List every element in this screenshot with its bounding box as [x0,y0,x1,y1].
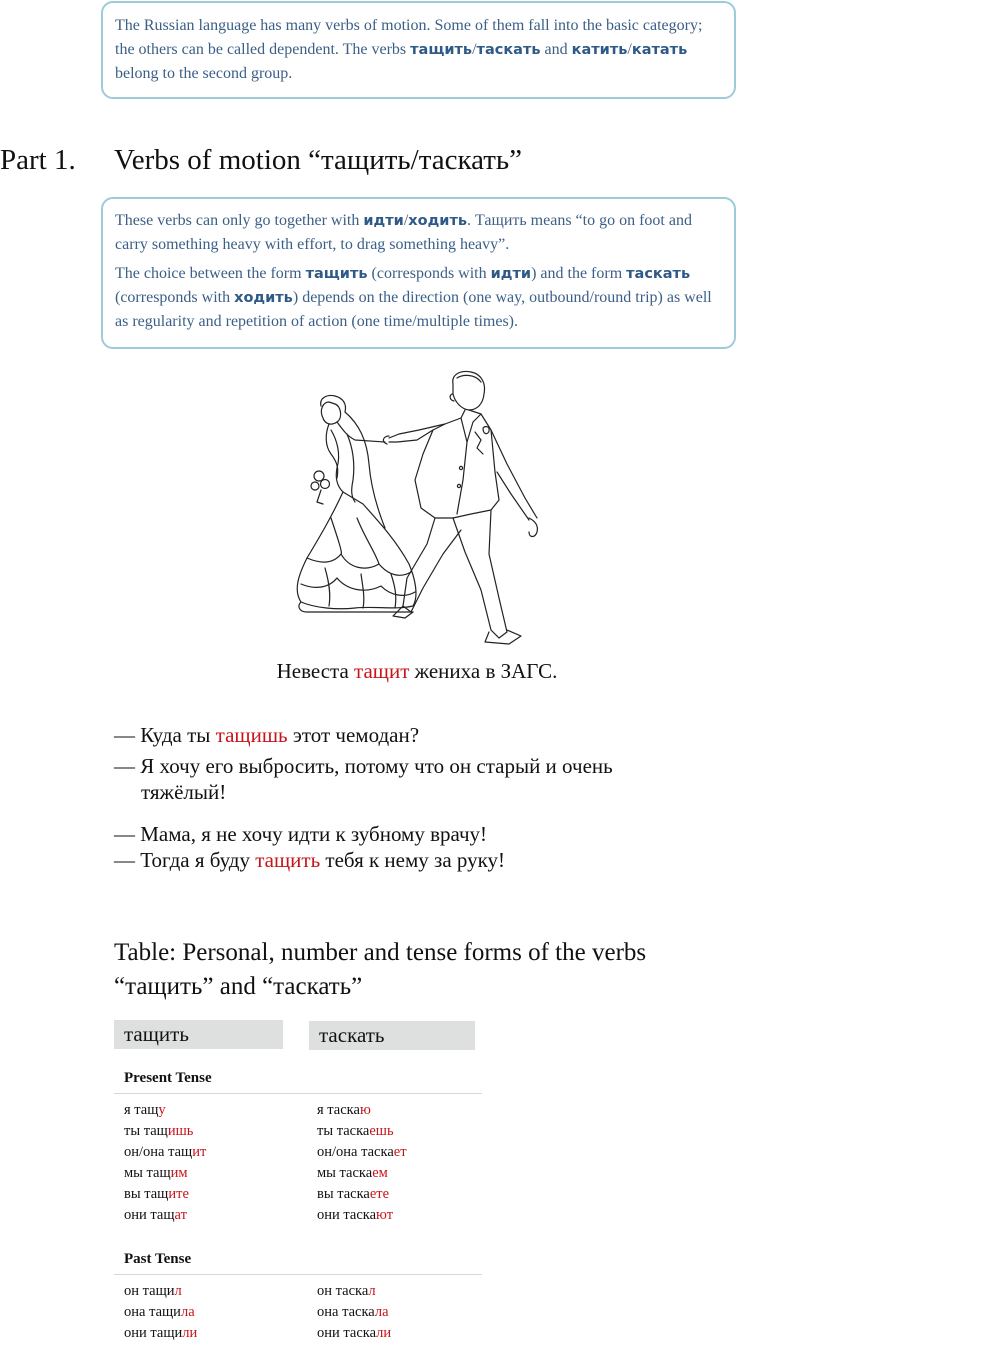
bride-dragging-groom-illustration [285,368,550,650]
caption-highlight-verb: тащит [354,659,410,683]
past-divider [114,1274,482,1275]
conjugation-row: она тащила [124,1304,195,1320]
explain-note [101,197,736,349]
conjugation-row: я таскаю [317,1102,371,1118]
intro-note [101,1,736,99]
conjugation-row: они тащат [124,1207,187,1223]
part-title: Verbs of motion “тащить/таскать” [114,144,523,176]
table-head-tashchit: тащить [114,1020,283,1049]
conjugation-row: вы тащите [124,1186,189,1202]
conjugation-row: она таскала [317,1304,389,1320]
verb-taskat: таскать [476,42,541,58]
past-column-taskat [317,1281,391,1344]
verb-katat: катать [631,42,688,58]
present-column-taskat [317,1100,407,1226]
conjugation-row: ты тащишь [124,1123,194,1139]
conjugation-row: мы тащим [124,1165,188,1181]
present-divider [114,1093,482,1094]
conjugation-row: они таскают [317,1207,394,1223]
present-column-tashchit [124,1100,206,1226]
verb-katit: катить [571,42,628,58]
present-tense-label: Present Tense [124,1070,212,1086]
conjugation-row: вы таскаете [317,1186,390,1202]
table-title: Table: Personal, number and tense forms of the verbs “тащить” and “таскать” [114,939,647,1000]
conjugation-row: я тащу [124,1102,166,1118]
dialog-suitcase [114,722,674,805]
intro-note-text: The Russian language has many verbs of motion. Some of them fall into the basic category; the others can be called dependent. The verbs тащить/таскать and катить/катать belong to the second group. [115,17,703,82]
past-column-tashchit [124,1281,197,1344]
part-number: Part 1. [0,144,76,176]
table-head-taskat: таскать [309,1021,475,1050]
past-tense-label: Past Tense [124,1251,192,1267]
dialog-line: — Мама, я не хочу идти к зубному врачу! [114,822,488,846]
dialog-line: — Куда ты тащишь этот чемодан? [114,723,420,747]
conjugation-row: мы таскаем [317,1165,388,1181]
conjugation-row: он/она таскает [317,1144,407,1160]
conjugation-row: они тащили [124,1325,198,1341]
dialog-line: — Тогда я буду тащить тебя к нему за руку! [114,848,506,872]
dialog-line: — Я хочу его выбросить, потому что он старый и очень тяжёлый! [114,754,613,804]
dialog-dentist [114,821,674,873]
conjugation-row: он/она тащит [124,1144,207,1160]
conjugation-row: он таскал [317,1283,376,1299]
conjugation-row: ты таскаешь [317,1123,394,1139]
explain-paragraph-2: The choice between the form тащить (corresponds with идти) and the form таскать (corresponds with ходить) depends on the direction (one way, outbound/round trip) as well as regularity and repetition of action (one time/multiple times). [115,265,712,330]
verb-tashchit: тащить [410,42,473,58]
illustration-caption: Невеста тащит жениха в ЗАГС. [276,659,558,683]
conjugation-row: он тащил [124,1283,182,1299]
conjugation-row: они таскали [317,1325,392,1341]
explain-paragraph-1: These verbs can only go together with идти/ходить. Тащить means “to go on foot and carry something heavy with effort, to drag something heavy”. [115,212,692,253]
